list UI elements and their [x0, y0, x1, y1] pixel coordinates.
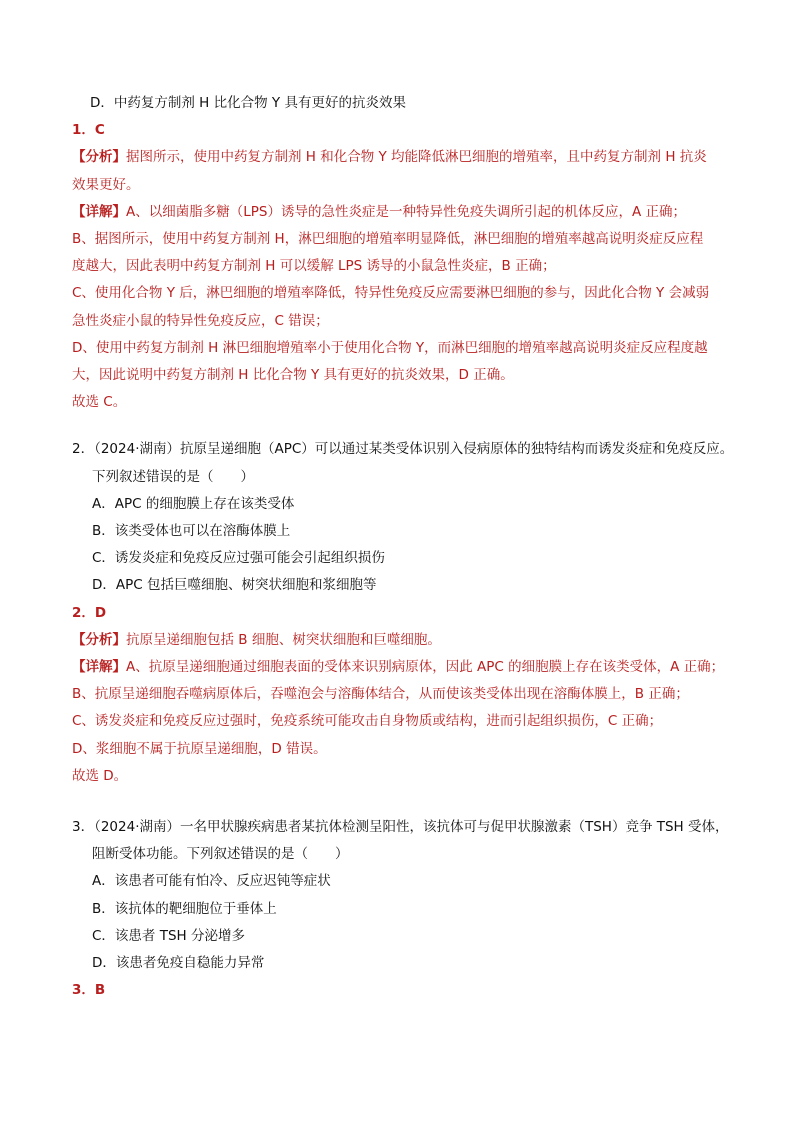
q3-option-a: A．该患者可能有怕冷、反应迟钝等症状 — [92, 873, 331, 890]
q1-detail-a-text: A、以细菌脂多糖（LPS）诱导的急性炎症是一种特异性免疫失调所引起的机体反应，A 正确； — [126, 203, 686, 220]
q2-option-c: C．诱发炎症和免疫反应过强可能会引起组织损伤 — [92, 550, 385, 567]
q1-detail-d-1: D、使用中药复方制剂 H 淋巴细胞增殖率小于使用化合物 Y，而淋巴细胞的增殖率越高说明炎症反应程度越 — [72, 339, 708, 356]
q1-answer: 1．C — [72, 122, 105, 139]
document-content — [72, 90, 732, 1005]
q2-stem-2: 下列叙述错误的是（ ） — [92, 468, 254, 485]
q2-detail-tag: 【详解】 — [72, 659, 126, 676]
q3-stem-2: 阻断受体功能。下列叙述错误的是（ ） — [92, 846, 349, 863]
q2-detail-a-text: A、抗原呈递细胞通过细胞表面的受体来识别病原体，因此 APC 的细胞膜上存在该类受体，A 正确； — [126, 659, 725, 676]
q2-analysis-tag: 【分析】 — [72, 631, 126, 648]
q2-option-b: B．该类受体也可以在溶酶体膜上 — [92, 523, 291, 540]
q3-option-d: D．该患者免疫自稳能力异常 — [92, 955, 265, 972]
section-gap — [72, 416, 732, 436]
q2-stem-1: 2．（2024·湖南）抗原呈递细胞（APC）可以通过某类受体识别入侵病原体的独特结构而诱发炎症和免疫反应。 — [72, 441, 734, 458]
q1-detail-c-2: 急性炎症小鼠的特异性免疫反应，C 错误； — [72, 312, 329, 329]
q2-conclusion: 故选 D。 — [72, 767, 128, 784]
q3-answer: 3．B — [72, 982, 106, 999]
q1-conclusion: 故选 C。 — [72, 394, 127, 411]
q3-option-b: B．该抗体的靶细胞位于垂体上 — [92, 900, 277, 917]
q2-detail-b: B、抗原呈递细胞吞噬病原体后，吞噬泡会与溶酶体结合，从而使该类受体出现在溶酶体膜上，B 正确； — [72, 686, 689, 703]
q1-detail-d-2: 大，因此说明中药复方制剂 H 比化合物 Y 具有更好的抗炎效果，D 正确。 — [72, 367, 514, 384]
q2-analysis-text: 抗原呈递细胞包括 B 细胞、树突状细胞和巨噬细胞。 — [126, 631, 441, 648]
q1-analysis-line-1 — [72, 144, 732, 171]
q3-stem-1: 3．（2024·湖南）一名甲状腺疾病患者某抗体检测呈阳性，该抗体可与促甲状腺激素（TSH）竞争 TSH 受体， — [72, 819, 729, 836]
q3-option-c: C．该患者 TSH 分泌增多 — [92, 927, 245, 944]
q2-option-a: A．APC 的细胞膜上存在该类受体 — [92, 495, 295, 512]
q1-detail-tag: 【详解】 — [72, 203, 126, 220]
q1-analysis-line-2: 效果更好。 — [72, 176, 140, 193]
q1-detail-c-1: C、使用化合物 Y 后，淋巴细胞的增殖率降低，特异性免疫反应需要淋巴细胞的参与，因此化合物 Y 会减弱 — [72, 285, 710, 302]
q2-detail-d: D、浆细胞不属于抗原呈递细胞，D 错误。 — [72, 740, 327, 757]
q1-analysis-text-1: 据图所示，使用中药复方制剂 H 和化合物 Y 均能降低淋巴细胞的增殖率，且中药复方制剂 H 抗炎 — [126, 149, 707, 166]
q2-answer: 2．D — [72, 604, 107, 621]
q1-detail-a — [72, 199, 732, 226]
q2-option-d: D．APC 包括巨噬细胞、树突状细胞和浆细胞等 — [92, 577, 377, 594]
q1-option-d: D．中药复方制剂 H 比化合物 Y 具有更好的抗炎效果 — [90, 95, 406, 111]
q2-detail-c: C、诱发炎症和免疫反应过强时，免疫系统可能攻击自身物质或结构，进而引起组织损伤，C 正确； — [72, 713, 663, 730]
q1-detail-b-1: B、据图所示，使用中药复方制剂 H，淋巴细胞的增殖率明显降低，淋巴细胞的增殖率越高说明炎症反应程 — [72, 231, 704, 248]
q2-analysis — [72, 627, 732, 654]
q1-analysis-tag: 【分析】 — [72, 149, 126, 166]
q1-detail-b-2: 度越大，因此表明中药复方制剂 H 可以缓解 LPS 诱导的小鼠急性炎症，B 正确； — [72, 258, 556, 275]
q2-detail-a — [72, 654, 732, 681]
section-gap — [72, 790, 732, 814]
